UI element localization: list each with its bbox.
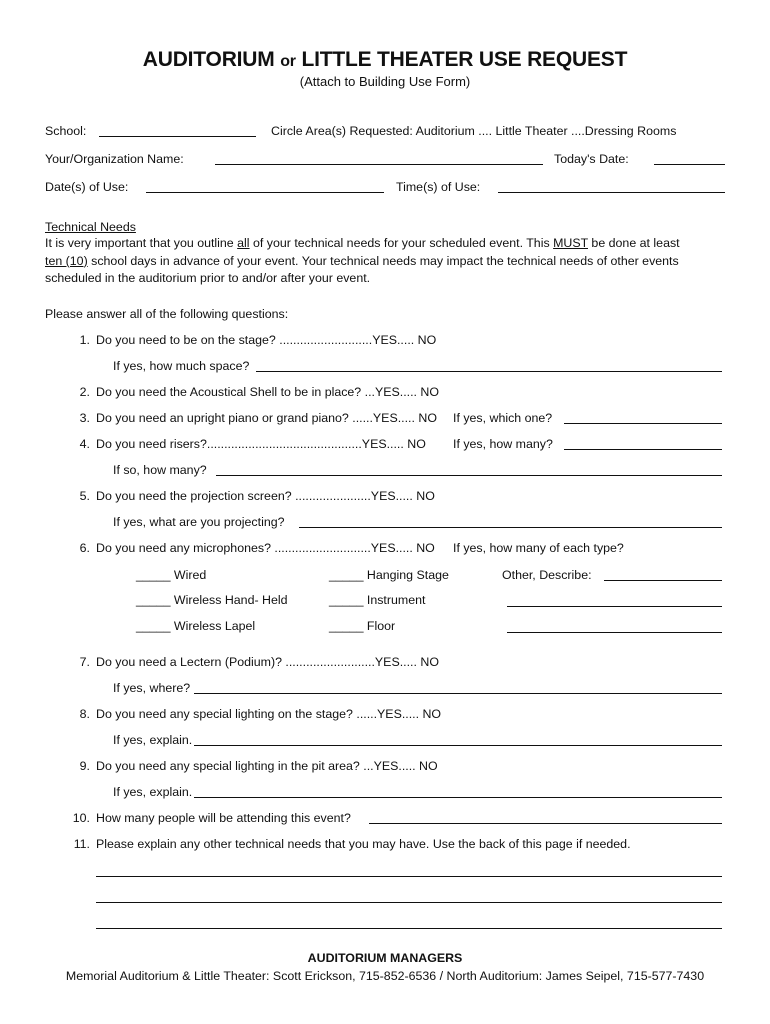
org-name-field[interactable] (215, 164, 543, 165)
risers-how-many-label: If yes, how many? (453, 437, 553, 451)
question-microphones: Do you need any microphones? ............................YES..... NO (96, 541, 435, 555)
question-stage: Do you need to be on the stage? ...........................YES..... NO (96, 333, 437, 347)
lectern-where-label: If yes, where? (113, 681, 191, 695)
dates-of-use-label: Date(s) of Use: (45, 180, 129, 194)
school-label: School: (45, 124, 87, 138)
todays-date-label: Today's Date: (554, 152, 629, 166)
stage-space-field[interactable] (256, 371, 722, 372)
school-field[interactable] (99, 136, 256, 137)
mic-instrument-option[interactable]: _____ Instrument (329, 593, 426, 607)
projecting-label: If yes, what are you projecting? (113, 515, 285, 529)
microphones-each-type-label: If yes, how many of each type? (453, 541, 624, 555)
stage-lighting-explain-field[interactable] (194, 745, 722, 746)
question-other-needs: Please explain any other technical needs that you may have. Use the back of this page if needed. (96, 837, 631, 851)
question-risers: Do you need risers?.............................................YES..... NO (96, 437, 426, 451)
question-attendance: How many people will be attending this event? (96, 811, 351, 825)
question-number: 3. (79, 411, 90, 425)
lectern-where-field[interactable] (194, 693, 722, 694)
question-number: 10. (72, 811, 90, 825)
dates-of-use-field[interactable] (146, 192, 384, 193)
mic-other-label: Other, Describe: (502, 568, 592, 582)
org-name-label: Your/Organization Name: (45, 152, 184, 166)
question-acoustical-shell: Do you need the Acoustical Shell to be in place? ...YES..... NO (96, 385, 440, 399)
question-number: 9. (79, 759, 90, 773)
footer-heading: AUDITORIUM MANAGERS (307, 951, 463, 965)
attendance-field[interactable] (369, 823, 722, 824)
risers-how-many-field[interactable] (564, 449, 722, 450)
stage-lighting-explain-label: If yes, explain. (113, 733, 193, 747)
projecting-field[interactable] (299, 527, 722, 528)
question-number: 11. (73, 837, 90, 851)
mic-wired-option[interactable]: _____ Wired (136, 568, 207, 582)
pit-lighting-explain-label: If yes, explain. (113, 785, 193, 799)
mic-other-field[interactable] (507, 632, 722, 633)
times-of-use-field[interactable] (498, 192, 725, 193)
mic-other-field[interactable] (507, 606, 722, 607)
page-subtitle: (Attach to Building Use Form) (299, 74, 471, 89)
other-needs-line[interactable] (96, 876, 722, 877)
question-projection-screen: Do you need the projection screen? ......................YES..... NO (96, 489, 435, 503)
question-stage-lighting: Do you need any special lighting on the stage? ......YES..... NO (96, 707, 442, 721)
footer-contacts: Memorial Auditorium & Little Theater: Scott Erickson, 715-852-6536 / North Auditorium: James Seipel, 715-577-7430 (65, 969, 705, 983)
times-of-use-label: Time(s) of Use: (396, 180, 481, 194)
technical-needs-paragraph: It is very important that you outline all of your technical needs for your scheduled event. This MUST be done at least ten (10) school days in advance of your event. Your technical needs may impact the technical needs of other events scheduled in the auditorium prior to and/or after your event. (45, 236, 680, 285)
risers-count-label: If so, how many? (113, 463, 207, 477)
stage-space-label: If yes, how much space? (113, 359, 250, 373)
risers-count-field[interactable] (216, 475, 722, 476)
todays-date-field[interactable] (654, 164, 725, 165)
instruction-text: Please answer all of the following questions: (45, 307, 289, 321)
mic-hanging-stage-option[interactable]: _____ Hanging Stage (329, 568, 449, 582)
question-number: 6. (79, 541, 90, 555)
technical-needs-heading: Technical Needs (45, 220, 136, 234)
other-needs-line[interactable] (96, 902, 722, 903)
question-pit-lighting: Do you need any special lighting in the pit area? ...YES..... NO (96, 759, 438, 773)
question-number: 1. (79, 333, 90, 347)
other-needs-line[interactable] (96, 928, 722, 929)
piano-which-field[interactable] (564, 423, 722, 424)
question-number: 8. (79, 707, 90, 721)
question-lectern: Do you need a Lectern (Podium)? ..........................YES..... NO (96, 655, 439, 669)
mic-other-field[interactable] (604, 580, 722, 581)
question-number: 4. (79, 437, 90, 451)
question-number: 2. (79, 385, 90, 399)
page-title: AUDITORIUM or LITTLE THEATER USE REQUEST (142, 48, 628, 71)
question-number: 5. (79, 489, 90, 503)
mic-floor-option[interactable]: _____ Floor (329, 619, 396, 633)
mic-wireless-handheld-option[interactable]: _____ Wireless Hand- Held (136, 593, 288, 607)
question-number: 7. (79, 655, 90, 669)
mic-wireless-lapel-option[interactable]: _____ Wireless Lapel (136, 619, 256, 633)
piano-which-label: If yes, which one? (453, 411, 553, 425)
pit-lighting-explain-field[interactable] (194, 797, 722, 798)
question-piano: Do you need an upright piano or grand piano? ......YES..... NO (96, 411, 437, 425)
circle-area-label: Circle Area(s) Requested: Auditorium .... Little Theater ....Dressing Rooms (271, 124, 677, 138)
